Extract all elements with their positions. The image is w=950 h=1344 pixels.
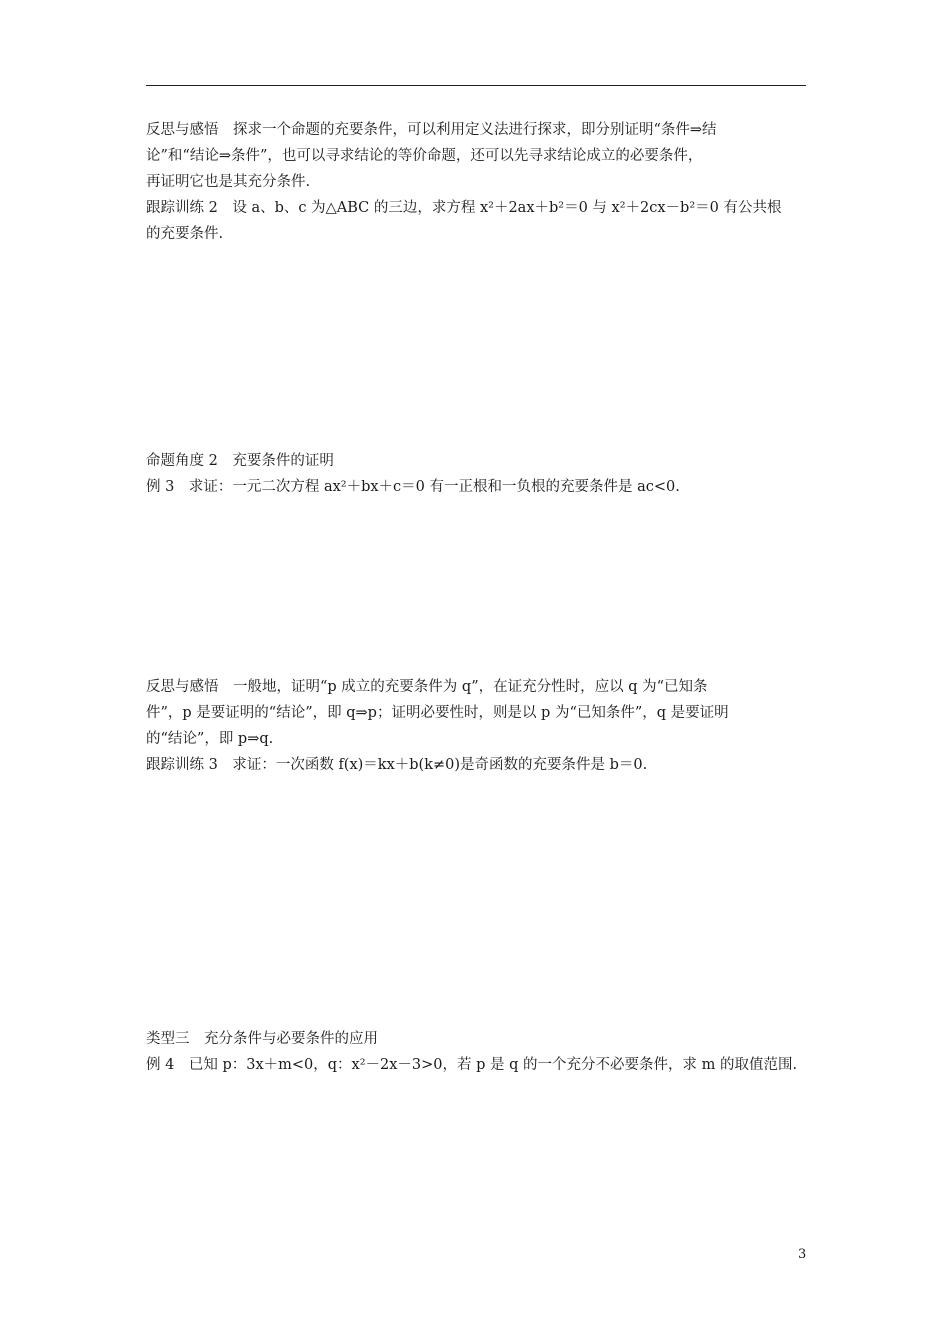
reflection-paragraph-1 [146, 117, 810, 247]
text-line: 跟踪训练 2 设 a、b、c 为△ABC 的三边，求方程 x²＋2ax＋b²＝0 与 x²＋2cx－b²＝0 有公共根 [146, 200, 782, 216]
section-heading: 命题角度 2 充要条件的证明 [146, 453, 334, 469]
section-heading: 类型三 充分条件与必要条件的应用 [146, 1031, 378, 1047]
text-line: 论”和“结论⇒条件”，也可以寻求结论的等价命题，还可以先寻求结论成立的必要条件， [146, 148, 703, 164]
text-line: 件”，p 是要证明的“结论”，即 q⇒p；证明必要性时，则是以 p 为“已知条件”，q 是要证明 [146, 705, 729, 721]
section-type-3 [146, 1026, 810, 1078]
text-line: 反思与感悟 一般地，证明“p 成立的充要条件为 q”，在证充分性时，应以 q 为“已知条 [146, 679, 708, 695]
text-line: 的“结论”，即 p⇒q. [146, 731, 274, 747]
page-number: 3 [798, 1247, 807, 1262]
example-4-text: 例 4 已知 p：3x＋m<0，q：x²－2x－3>0，若 p 是 q 的一个充分不必要条件，求 m 的取值范围. [146, 1057, 798, 1073]
text-line: 跟踪训练 3 求证：一次函数 f(x)＝kx＋b(k≠0)是奇函数的充要条件是 b＝0. [146, 757, 648, 773]
text-line: 的充要条件. [146, 226, 224, 242]
text-line: 反思与感悟 探求一个命题的充要条件，可以利用定义法进行探求，即分别证明“条件⇒结 [146, 122, 717, 138]
section-angle-2 [146, 448, 810, 500]
header-rule [146, 85, 806, 86]
reflection-paragraph-2 [146, 674, 810, 778]
example-3-text: 例 3 求证：一元二次方程 ax²＋bx＋c＝0 有一正根和一负根的充要条件是 ac<0. [146, 479, 680, 495]
text-line: 再证明它也是其充分条件. [146, 174, 311, 190]
